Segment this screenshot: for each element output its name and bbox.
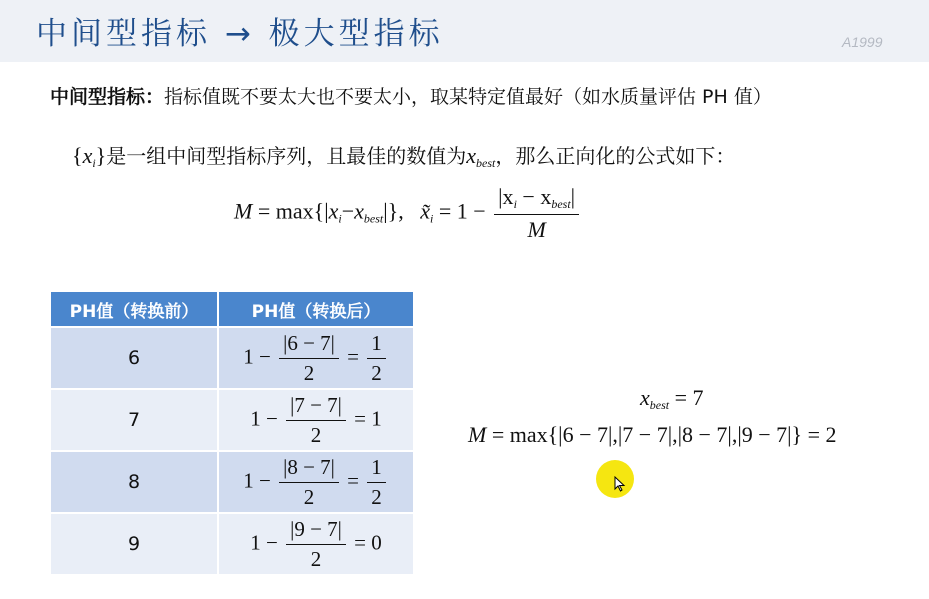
- example-m-eq: =: [491, 422, 505, 447]
- example-best-line: [640, 385, 704, 413]
- example-best-eq: =: [674, 385, 688, 410]
- ph-before: 8: [51, 451, 218, 513]
- ph-after: 1 − $\frac{|9 - 7|}{2}$ = 0: [218, 513, 413, 574]
- formula-eq-1: =: [257, 198, 271, 224]
- watermark: A1999: [842, 34, 883, 50]
- formula-m: M: [234, 198, 253, 224]
- intro-text-1: 是一组中间型指标序列，且最佳的数值为: [106, 144, 467, 168]
- set-close-brace: }: [95, 143, 107, 168]
- formula-eq-2: =: [438, 198, 452, 224]
- formula-line: [234, 184, 582, 243]
- ph-before: 9: [51, 513, 218, 574]
- table-header-row: [51, 292, 413, 327]
- ph-before: 7: [51, 389, 218, 451]
- ph-after: 1 − $\frac{|7 - 7|}{2}$ = 1: [218, 389, 413, 451]
- example-m-line: [468, 422, 837, 448]
- slide-title: 中间型指标 → 极大型指标: [36, 16, 444, 52]
- formula-x-tilde: x̃: [420, 198, 430, 224]
- intro-line: [72, 140, 735, 171]
- example-m-var: M: [468, 422, 487, 447]
- formula-abs-open: |: [324, 198, 329, 224]
- example-m-value: 2: [825, 422, 837, 447]
- best-var: x: [466, 143, 476, 168]
- ph-after: 1 − $\frac{|8 - 7|}{2}$ = $\frac{1}{2}$: [218, 451, 413, 513]
- definition-term: 中间型指标：: [50, 86, 165, 108]
- ph-after: 1 − $\frac{|6 - 7|}{2}$ = $\frac{1}{2}$: [218, 327, 413, 389]
- ph-before: 6: [51, 327, 218, 389]
- formula-numerator: $|x_i - x_{best}|$: [494, 184, 579, 215]
- formula-one-minus: 1 −: [456, 198, 486, 224]
- cursor-arrow-icon: [614, 476, 626, 492]
- best-sub: best: [476, 156, 496, 170]
- example-m-expr: max{|6 − 7|,|7 − 7|,|8 − 7|,|9 − 7|}: [509, 422, 803, 447]
- example-best-value: 7: [692, 385, 704, 410]
- set-open-brace: {: [72, 143, 83, 168]
- formula-minus: −: [341, 198, 355, 224]
- formula-denominator: M: [527, 217, 546, 242]
- seq-sub: i: [92, 156, 96, 170]
- definition-line: [50, 82, 772, 109]
- example-best-var: x: [640, 385, 650, 410]
- ph-table: [51, 292, 413, 574]
- formula-x-2: x: [354, 198, 364, 224]
- formula-comma: ,: [398, 198, 404, 224]
- table-row: [51, 451, 413, 513]
- formula-x: x: [328, 198, 339, 224]
- header-after: PH值（转换后）: [218, 292, 413, 327]
- header-before: PH值（转换前）: [51, 292, 218, 327]
- formula-max: max{: [275, 198, 325, 224]
- definition-text: 指标值既不要太大也不要太小，取某特定值最好（如水质量评估 PH 值）: [164, 86, 772, 108]
- table-row: [51, 513, 413, 574]
- formula-abs-close: |}: [383, 198, 399, 224]
- seq-var: x: [82, 143, 93, 168]
- example-m-eq-2: =: [807, 422, 821, 447]
- formula-tilde-i: i: [429, 211, 434, 226]
- formula-i: i: [338, 211, 342, 226]
- example-best-sub: best: [649, 398, 670, 412]
- formula-best: best: [363, 211, 384, 226]
- formula-fraction: [494, 184, 579, 243]
- intro-text-2: ，那么正向化的公式如下：: [495, 144, 736, 168]
- table-row: [51, 327, 413, 389]
- table-row: [51, 389, 413, 451]
